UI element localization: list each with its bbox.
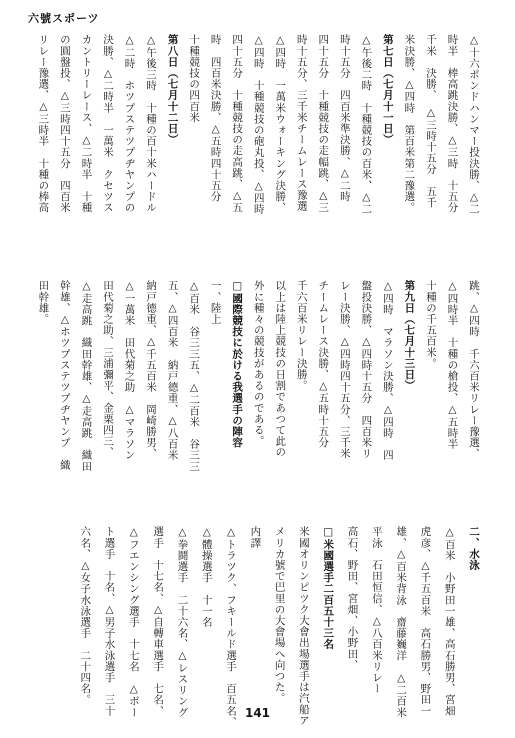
- text-column: 千六百米リレー決勝。: [295, 280, 308, 391]
- text-column: 米國オリンピツク大會出場選手は汽船ア: [297, 526, 310, 726]
- text-column: カントリーレース、△二時半 十種: [80, 34, 93, 214]
- middle-text-block: [34, 280, 486, 505]
- text-column: ト選手 十名、△男子水泳選手 三十: [103, 526, 116, 717]
- text-column: △二時 ホツプステツプヂヤンプの: [123, 34, 136, 214]
- text-column: 高石、野田、宮畑、小野田、: [346, 526, 359, 671]
- text-column: レー決勝、△四時四十五分、三千米: [338, 280, 351, 460]
- text-column: 一、陸上: [209, 280, 222, 325]
- text-column: △百米 谷三三五、△二百米 谷三三: [188, 280, 201, 472]
- text-column: リレー豫選、△三時半 十種の棒高: [37, 34, 50, 214]
- text-column: の圓盤投、△三時四十五分 四百米: [58, 34, 71, 214]
- text-column: 納戸德重、△千五百米 岡崎勝男、: [145, 280, 158, 460]
- text-column: 虎彦、△千五百米 高石勝男、野田一: [419, 526, 432, 717]
- text-column: △四時 十種競技の砲丸投、△四時: [252, 34, 265, 215]
- text-column: 選手 十七名、△自轉車選手 七名、: [152, 526, 165, 717]
- text-column: 決勝、△二時半 一萬米 クセツス: [101, 34, 114, 214]
- text-column: △午後二時 十種競技の百米、△二: [360, 34, 373, 215]
- text-column: △フエンシング選手 十七名 △ボー: [127, 526, 140, 718]
- text-column: 四十五分 十種競技の走高跳、△五: [231, 34, 244, 214]
- text-column: 幹雄、△ホツプステツプヂヤンプ 織: [58, 280, 71, 471]
- text-column: 時半 棒高跳決勝、△三時 十五分: [446, 34, 459, 214]
- text-column: 内譯: [249, 526, 262, 549]
- text-column: 雄、△百米背泳 齋藤巍洋 △二百米: [395, 526, 408, 718]
- text-column: 十種の千五百米。: [424, 280, 437, 369]
- day-heading: 第七日（七月十一日）: [381, 34, 394, 145]
- text-column: △走高跳 織田幹雄、△走高跳 織田: [80, 280, 93, 472]
- text-column: △トラツク、フキールド選手 百五名、: [225, 526, 238, 728]
- text-column: △體操選手 十一名: [200, 526, 213, 639]
- text-column: 十種競技の四百米: [188, 34, 201, 123]
- page-header: 六號スポーツ: [28, 12, 100, 25]
- text-column: 時十五分 四百米準決勝、△二時: [338, 34, 351, 202]
- text-column: 田代菊之助、三浦彌平、金栗四三、: [101, 280, 114, 458]
- text-column: 米決勝、△四時 第百米第二豫選。: [403, 34, 416, 214]
- text-column: 六名、△女子水泳選手 二十四名。: [79, 526, 92, 706]
- bottom-text-block: [34, 526, 486, 736]
- page-number: 141: [244, 706, 271, 720]
- text-column: △十六ポンドハンマー投決勝、△二: [468, 34, 480, 215]
- text-column: 時十五分、三千米チームレース豫選: [295, 34, 308, 212]
- text-column: △午後三時 十種の百十米ハードル: [145, 34, 158, 214]
- text-column: 平泳 石田恒信、△八百米リレー: [370, 526, 383, 694]
- text-column: △四時 マラソン決勝、△四時 四: [381, 280, 394, 461]
- text-column: 五、△四百米 納戸德重、△八百米: [166, 280, 179, 461]
- text-column: 跳、△四時 千六百米リレー豫選、: [468, 280, 480, 460]
- text-column: 盤投決勝、△四時十五分 四百米リ: [360, 280, 373, 460]
- text-column: △百米 小野田一雄、高石勝男、宮畑: [443, 526, 456, 717]
- text-column: 千米 決勝、 △三時十五分 五千: [424, 34, 437, 208]
- text-column: 時 四百米決勝、△五時四十五分: [209, 34, 222, 202]
- top-text-block: [34, 34, 486, 259]
- day-heading: 第八日（七月十二日）: [166, 34, 179, 145]
- text-column: チームレース決勝、△五時十五分: [317, 280, 330, 448]
- day-heading: 第九日（七月十三日）: [403, 280, 416, 391]
- text-column: 外に種々の競技があるのである。: [252, 280, 265, 447]
- text-column: 以上は陸上競技の日割であつて此の: [274, 280, 287, 458]
- text-column: △四時 一萬米ウォーキング決勝、: [274, 34, 287, 214]
- text-column: メリカ號で巴里の大會場へ向つた。: [273, 526, 286, 704]
- text-column: 四十五分 十種競技の走幅跳、△三: [317, 34, 330, 214]
- text-column: △拳鬪選手 二十六名、△レスリング: [176, 526, 189, 718]
- text-column: 田幹雄。: [37, 280, 50, 325]
- text-column: △四時半 十種の槍投、△五時半: [446, 280, 459, 450]
- section-heading: 二、水泳: [468, 526, 480, 571]
- text-column: △一萬米 田代菊之助 △マラソン: [123, 280, 136, 461]
- section-heading: □國際競技に於ける我選手の陣容: [231, 280, 244, 448]
- section-heading: □米國選手二百五十三名: [322, 526, 335, 650]
